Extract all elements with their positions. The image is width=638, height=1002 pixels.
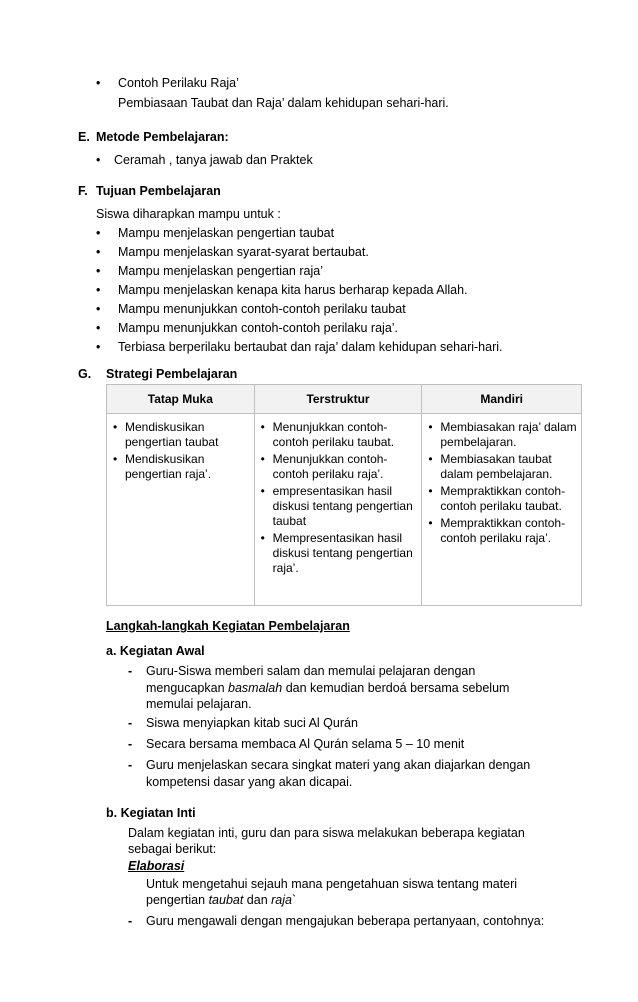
list-item: • Menunjukkan contoh-contoh perilaku taubat. [260,420,395,449]
goal-bullet: • [96,264,101,278]
awal-item-4-line-2: kompetensi dasar yang akan dicapai. [146,775,353,789]
list-item: • empresentasikan hasil diskusi tentang pengertian taubat [260,484,413,528]
goal-bullet: • [96,340,101,354]
list-item: • Mempraktikkan contoh-contoh perilaku taubat. [428,484,566,513]
section-g-letter: G. [78,367,92,381]
list-item: • Membiasakan raja’ dalam pembelajaran. [428,420,577,449]
inti-item-1: Guru mengawali dengan mengajukan beberapa pertanyaan, contohnya: [146,914,545,928]
goal-bullet: • [96,321,101,335]
elaborasi-line-2: pengertian taubat dan raja` [146,893,297,907]
list-item: • Mendiskusikan pengertian taubat [113,420,219,449]
strategy-table [106,384,582,606]
list-item: • Mendiskusikan pengertian raja’. [113,452,212,481]
awal-item-2: Siswa menyiapkan kitab suci Al Qurán [146,716,358,730]
section-f-letter: F. [78,184,88,198]
dash: - [128,758,133,772]
dash: - [128,664,133,678]
bullet: • [113,420,118,434]
awal-item-4-line-1: Guru menjelaskan secara singkat materi yang akan diajarkan dengan [146,758,531,772]
section-g-title: Strategi Pembelajaran [106,367,238,381]
bullet: • [260,531,265,545]
goal-bullet: • [96,245,101,259]
section-f-title: Tujuan Pembelajaran [96,184,221,198]
tatap-muka-cell [107,414,255,606]
awal-item-1-line-1: Guru-Siswa memberi salam dan memulai pelajaran dengan [146,664,476,678]
list-item: • Menunjukkan contoh-contoh perilaku raja’. [260,452,388,481]
goal-item: Mampu menjelaskan pengertian taubat [118,226,335,240]
bullet: • [260,484,265,498]
goal-bullet: • [96,226,101,240]
elaborasi-line-1: Untuk mengetahui sejauh mana pengetahuan siswa tentang materi [146,877,518,891]
dash: - [128,737,133,751]
section-e-letter: E. [78,130,90,144]
elaborasi-heading: Elaborasi [128,859,185,873]
header-terstruktur: Terstruktur [254,385,422,414]
section-e-item: Ceramah , tanya jawab dan Praktek [114,153,313,167]
strategy-table-header [107,385,582,414]
dash: - [128,716,133,730]
bullet: • [113,452,118,466]
strategy-table-row [107,414,582,606]
list-item: • Mempresentasikan hasil diskusi tentang pengertian raja’. [260,531,413,575]
terstruktur-cell [254,414,422,606]
header-mandiri: Mandiri [422,385,582,414]
bullet: • [428,516,433,530]
dash: - [128,914,133,928]
inti-body-line-2: sebagai berikut: [128,842,217,856]
goal-item: Terbiasa berperilaku bertaubat dan raja’ dalam kehidupan sehari-hari. [118,340,503,354]
mandiri-cell [422,414,582,606]
goal-bullet: • [96,283,101,297]
bullet: • [428,452,433,466]
section-f-lead: Siswa diharapkan mampu untuk : [96,207,281,221]
awal-item-3: Secara bersama membaca Al Qurán selama 5 – 10 menit [146,737,465,751]
goal-item: Mampu menunjukkan contoh-contoh perilaku taubat [118,302,406,316]
goal-item: Mampu menjelaskan pengertian raja’ [118,264,323,278]
kegiatan-inti-title: b. Kegiatan Inti [106,806,196,820]
intro-bullet: • [96,76,101,90]
awal-item-1-line-3: memulai pelajaran. [146,697,252,711]
section-e-bullet: • [96,153,101,167]
goal-bullet: • [96,302,101,316]
goal-item: Mampu menjelaskan kenapa kita harus berharap kepada Allah. [118,283,468,297]
kegiatan-awal-title: a. Kegiatan Awal [106,644,205,658]
awal-item-1-line-2: mengucapkan basmalah dan kemudian berdoá bersama sebelum [146,681,510,695]
intro-item-body: Pembiasaan Taubat dan Raja’ dalam kehidupan sehari-hari. [118,96,449,110]
intro-item-title: Contoh Perilaku Raja’ [118,76,239,90]
list-item: • Mempraktikkan contoh-contoh perilaku raja’. [428,516,566,545]
list-item: • Membiasakan taubat dalam pembelajaran. [428,452,553,481]
header-tatap-muka: Tatap Muka [107,385,255,414]
bullet: • [260,452,265,466]
goal-item: Mampu menjelaskan syarat-syarat bertaubat. [118,245,369,259]
langkah-title: Langkah-langkah Kegiatan Pembelajaran [106,619,350,633]
bullet: • [428,484,433,498]
section-e-title: Metode Pembelajaran: [96,130,229,144]
inti-body-line-1: Dalam kegiatan inti, guru dan para siswa melakukan beberapa kegiatan [128,826,525,840]
goal-item: Mampu menunjukkan contoh-contoh perilaku raja’. [118,321,399,335]
bullet: • [428,420,433,434]
bullet: • [260,420,265,434]
